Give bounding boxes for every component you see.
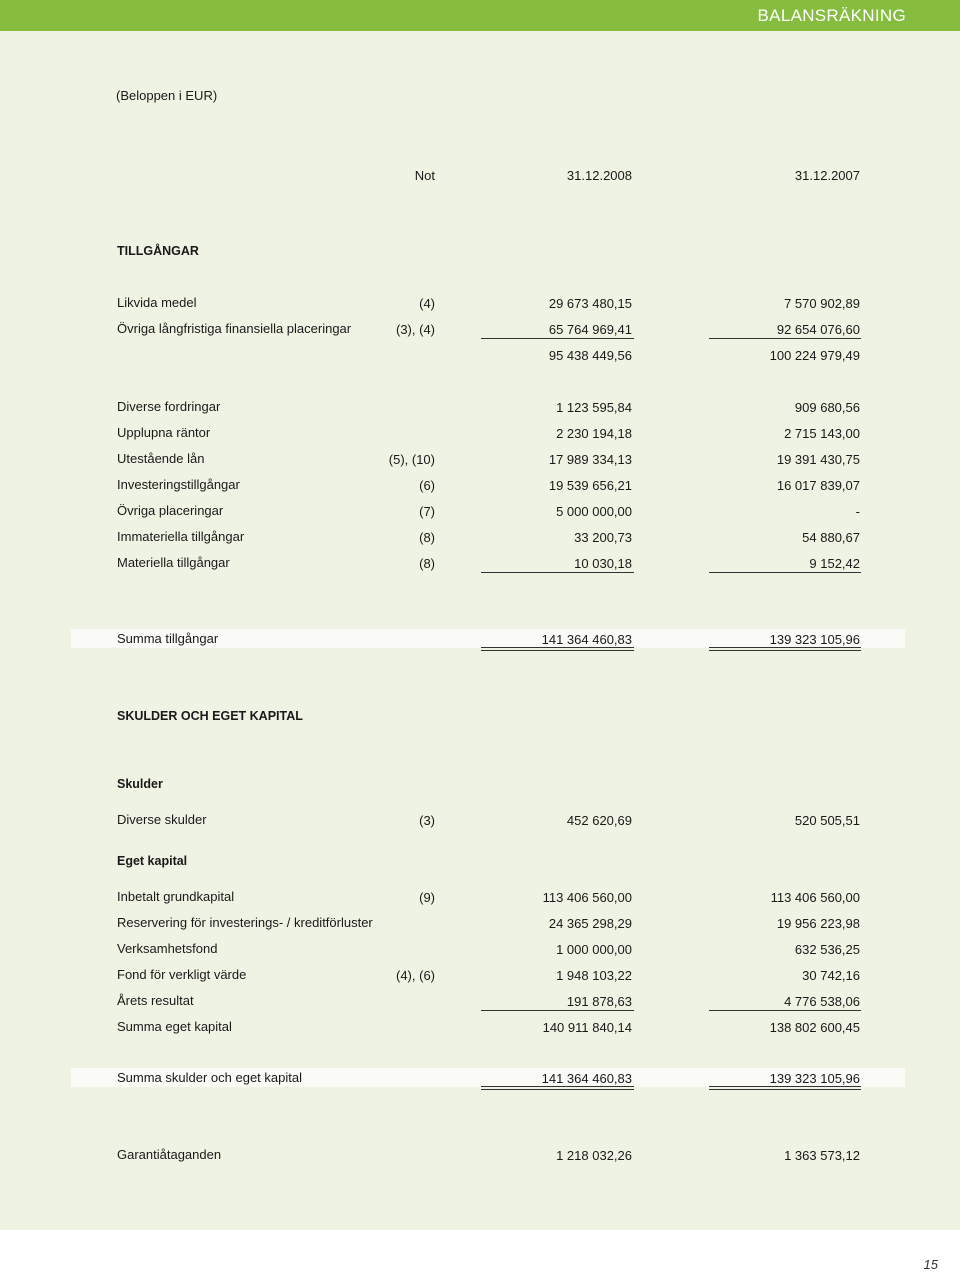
row-label: Upplupna räntor <box>117 425 211 440</box>
row-label: Immateriella tillgångar <box>117 529 245 544</box>
row-value-2008: 10 030,18 <box>574 556 632 571</box>
row-label: Fond för verkligt värde <box>117 967 247 982</box>
row-value-2008: 1 123 595,84 <box>556 400 632 415</box>
row-value-2007: 19 956 223,98 <box>776 916 860 931</box>
row-note: (7) <box>419 504 435 519</box>
row-value-2008: 24 365 298,29 <box>548 916 632 931</box>
total-value-2007: 139 323 105,96 <box>769 632 860 647</box>
row-note: (8) <box>419 556 435 571</box>
row-value-2007: 30 742,16 <box>802 968 860 983</box>
row-label: Diverse fordringar <box>117 399 221 414</box>
row-value-2007: 9 152,42 <box>809 556 860 571</box>
row-value-2007: 16 017 839,07 <box>776 478 860 493</box>
column-header-note: Not <box>414 168 435 183</box>
row-value-2007: 19 391 430,75 <box>776 452 860 467</box>
row-value-2008: 452 620,69 <box>566 813 632 828</box>
subheading-debts: Skulder <box>117 777 163 791</box>
row-note: (4) <box>419 296 435 311</box>
page-number: 15 <box>923 1257 938 1272</box>
subheading-equity: Eget kapital <box>117 854 188 868</box>
subtotal-rule-2008 <box>481 572 634 573</box>
row-value-2007: 92 654 076,60 <box>776 322 860 337</box>
row-value-2008: 33 200,73 <box>574 530 632 545</box>
subtotal-value-2008: 95 438 449,56 <box>548 348 632 363</box>
subtotal-rule-2007 <box>709 572 861 573</box>
total-double-rule-2008 <box>481 647 634 651</box>
total-value-2007: 139 323 105,96 <box>769 1071 860 1086</box>
row-note: (3) <box>419 813 435 828</box>
section-heading-assets: TILLGÅNGAR <box>117 244 199 258</box>
row-label: Inbetalt grundkapital <box>117 889 235 904</box>
section-heading-liabilities: SKULDER OCH EGET KAPITAL <box>117 709 303 723</box>
row-value-2008: 113 406 560,00 <box>542 890 632 905</box>
row-value-2007: 2 715 143,00 <box>784 426 860 441</box>
row-label: Övriga placeringar <box>117 503 224 518</box>
subtotal-rule-2007 <box>709 338 861 339</box>
total-label: Summa skulder och eget kapital <box>117 1070 302 1085</box>
row-value-2008: 2 230 194,18 <box>556 426 632 441</box>
subtotal-value-2007: 138 802 600,45 <box>769 1020 860 1035</box>
row-note: (5), (10) <box>388 452 435 467</box>
row-value-2007: 7 570 902,89 <box>784 296 860 311</box>
row-label: Garantiåtaganden <box>117 1147 222 1162</box>
row-value-2008: 19 539 656,21 <box>548 478 632 493</box>
row-value-2007: 113 406 560,00 <box>770 890 860 905</box>
row-value-2007: 1 363 573,12 <box>784 1148 860 1163</box>
row-value-2007: 909 680,56 <box>794 400 860 415</box>
row-label: Verksamhetsfond <box>117 941 218 956</box>
row-value-2008: 65 764 969,41 <box>548 322 632 337</box>
total-double-rule-2008 <box>481 1086 634 1090</box>
row-value-2008: 29 673 480,15 <box>548 296 632 311</box>
row-label: Diverse skulder <box>117 812 207 827</box>
page-title: BALANSRÄKNING <box>757 6 906 25</box>
total-label: Summa tillgångar <box>117 631 219 646</box>
row-note: (6) <box>419 478 435 493</box>
column-header-2008: 31.12.2008 <box>566 168 632 183</box>
total-double-rule-2007 <box>709 647 861 651</box>
subtotal-rule-2008 <box>481 338 634 339</box>
row-value-2007: 54 880,67 <box>802 530 860 545</box>
row-value-2008: 17 989 334,13 <box>548 452 632 467</box>
row-value-2007: 4 776 538,06 <box>784 994 860 1009</box>
row-value-2008: 1 000 000,00 <box>556 942 632 957</box>
page-header-bar <box>0 0 960 31</box>
column-header-2007: 31.12.2007 <box>794 168 860 183</box>
total-value-2008: 141 364 460,83 <box>541 1071 632 1086</box>
row-value-2007: - <box>855 504 860 519</box>
row-label: Utestående lån <box>117 451 205 466</box>
row-value-2007: 632 536,25 <box>794 942 860 957</box>
row-label: Investeringstillgångar <box>117 477 240 492</box>
row-note: (8) <box>419 530 435 545</box>
row-value-2008: 5 000 000,00 <box>556 504 632 519</box>
subtotal-label: Summa eget kapital <box>117 1019 232 1034</box>
row-value-2008: 1 948 103,22 <box>556 968 632 983</box>
subtotal-value-2007: 100 224 979,49 <box>769 348 860 363</box>
row-note: (3), (4) <box>396 322 435 337</box>
row-note: (4), (6) <box>396 968 435 983</box>
subtotal-rule-2007 <box>709 1010 861 1011</box>
subtotal-value-2008: 140 911 840,14 <box>542 1020 632 1035</box>
row-value-2008: 191 878,63 <box>566 994 632 1009</box>
row-label: Materiella tillgångar <box>117 555 230 570</box>
total-value-2008: 141 364 460,83 <box>541 632 632 647</box>
row-note: (9) <box>419 890 435 905</box>
row-label: Reservering för investerings- / kreditförluster <box>117 915 373 930</box>
subtotal-rule-2008 <box>481 1010 634 1011</box>
row-value-2007: 520 505,51 <box>794 813 860 828</box>
currency-note: (Beloppen i EUR) <box>116 88 218 103</box>
row-label: Årets resultat <box>117 993 194 1008</box>
total-double-rule-2007 <box>709 1086 861 1090</box>
row-value-2008: 1 218 032,26 <box>556 1148 632 1163</box>
row-label: Likvida medel <box>117 295 197 310</box>
row-label: Övriga långfristiga finansiella placeringar <box>117 321 352 336</box>
